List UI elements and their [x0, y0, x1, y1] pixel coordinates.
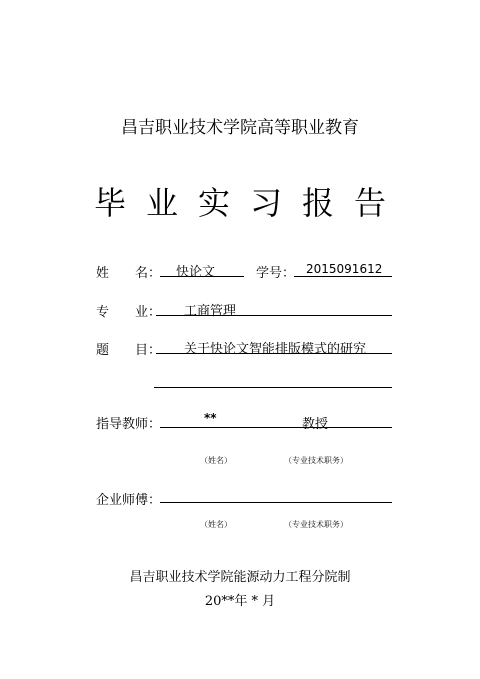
name-underline	[160, 276, 244, 277]
name-value: 快论文	[176, 265, 216, 280]
major-value: 工商管理	[184, 304, 237, 319]
topic-underline	[156, 353, 392, 354]
major-label: 专 业：	[96, 305, 162, 320]
student-id-value: 2015091612	[306, 262, 383, 276]
topic-underline-2	[154, 387, 392, 388]
topic-label: 题 目：	[96, 343, 162, 358]
enterprise-mentor-label: 企业师傅：	[96, 493, 162, 508]
institution-title: 昌吉职业技术学院高等职业教育	[121, 118, 359, 138]
advisor-underline	[160, 427, 392, 428]
name-label: 姓 名：	[96, 266, 162, 281]
advisor-name: **	[204, 411, 217, 425]
mentor-name-caption: （姓名）	[200, 520, 232, 529]
student-id-label: 学号：	[256, 266, 296, 281]
topic-value: 关于快论文智能排版模式的研究	[184, 342, 367, 357]
issuer-line: 昌吉职业技术学院能源动力工程分院制	[129, 570, 351, 585]
student-id-underline	[294, 276, 392, 277]
advisor-title: 教授	[302, 417, 329, 432]
report-title: 毕业实习报告	[93, 184, 406, 222]
advisor-label: 指导教师：	[96, 417, 162, 432]
advisor-title-caption: （专业技术职务）	[284, 456, 348, 465]
date-line: 20**年 * 月	[204, 594, 276, 609]
major-underline	[156, 315, 392, 316]
enterprise-mentor-underline	[160, 502, 392, 503]
mentor-title-caption: （专业技术职务）	[284, 520, 348, 529]
advisor-name-caption: （姓名）	[200, 456, 232, 465]
